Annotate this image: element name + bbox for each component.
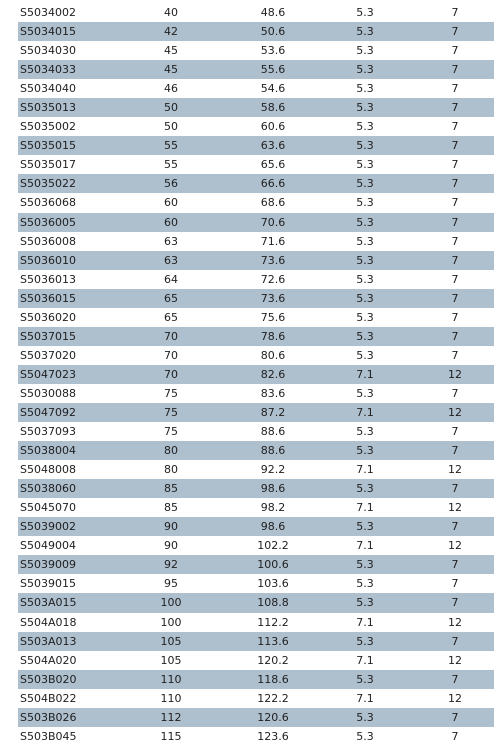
value-1-cell: 55: [164, 139, 178, 153]
value-1-cell: 40: [164, 6, 178, 20]
value-1-cell: 85: [164, 482, 178, 496]
part-number-cell: S5036068: [20, 196, 76, 210]
value-2-cell: 100.6: [257, 558, 289, 572]
value-1-cell: 75: [164, 425, 178, 439]
value-3-cell: 5.3: [356, 6, 374, 20]
value-2-cell: 98.6: [260, 482, 286, 496]
table-row: [18, 593, 494, 612]
part-number-cell: S5034040: [20, 82, 76, 96]
value-3-cell: 7.1: [356, 406, 374, 419]
part-number-cell: S5035013: [20, 101, 76, 115]
value-2-cell: 120.2: [257, 653, 289, 667]
value-1-cell: 60: [164, 215, 178, 229]
value-4-cell: 7: [451, 596, 459, 610]
value-4-cell: 7: [451, 63, 459, 77]
value-2-cell: 58.6: [260, 101, 286, 115]
table-row: [18, 22, 494, 41]
part-number-cell: S5034015: [20, 25, 76, 39]
part-number-cell: S503B020: [20, 672, 77, 686]
value-3-cell: 5.3: [356, 291, 374, 305]
value-2-cell: 113.6: [257, 634, 289, 648]
value-4-cell: 7: [451, 310, 459, 324]
value-4-cell: 7: [451, 101, 459, 115]
value-4-cell: 7: [451, 234, 459, 248]
table-row: [18, 3, 494, 22]
table-row: [18, 384, 494, 403]
value-4-cell: 12: [448, 691, 462, 705]
value-2-cell: 68.6: [260, 196, 286, 210]
value-2-cell: 78.6: [260, 329, 286, 343]
table-row: [18, 441, 494, 460]
value-2-cell: 66.6: [260, 177, 286, 191]
value-2-cell: 50.6: [260, 25, 286, 39]
value-3-cell: 7.1: [356, 615, 374, 629]
value-3-cell: 5.3: [356, 101, 374, 115]
table-row: [18, 517, 494, 536]
value-3-cell: 5.3: [356, 25, 374, 39]
value-2-cell: 70.6: [260, 215, 286, 229]
value-3-cell: 5.3: [356, 558, 374, 572]
part-number-cell: S504B022: [20, 691, 77, 705]
table-row: [18, 308, 494, 327]
part-number-cell: S5037020: [20, 348, 76, 362]
value-3-cell: 7.1: [356, 653, 374, 667]
value-4-cell: 12: [448, 653, 462, 667]
value-4-cell: 7: [451, 139, 459, 153]
value-1-cell: 92: [164, 558, 178, 572]
value-3-cell: 5.3: [356, 520, 374, 534]
part-number-cell: S5035002: [20, 120, 76, 134]
value-3-cell: 5.3: [356, 272, 374, 286]
value-3-cell: 7.1: [356, 463, 374, 477]
value-2-cell: 88.6: [260, 444, 286, 458]
value-3-cell: 5.3: [356, 348, 374, 362]
value-4-cell: 7: [451, 348, 459, 362]
value-1-cell: 65: [164, 291, 178, 305]
value-1-cell: 90: [164, 520, 178, 534]
value-1-cell: 75: [164, 406, 178, 419]
part-number-cell: S5039009: [20, 558, 76, 572]
value-2-cell: 98.6: [260, 520, 286, 534]
value-2-cell: 118.6: [257, 672, 289, 686]
value-4-cell: 7: [451, 253, 459, 267]
value-2-cell: 65.6: [260, 158, 286, 172]
value-3-cell: 5.3: [356, 425, 374, 439]
value-2-cell: 108.8: [257, 596, 289, 610]
value-2-cell: 63.6: [260, 139, 286, 153]
table-row: [18, 41, 494, 60]
table-row: [18, 346, 494, 365]
value-3-cell: 5.3: [356, 234, 374, 248]
table-row: [18, 232, 494, 251]
part-number-cell: S5035015: [20, 139, 76, 153]
part-number-cell: S5034002: [20, 6, 76, 20]
value-2-cell: 75.6: [260, 310, 286, 324]
table-row: [18, 479, 494, 498]
value-2-cell: 88.6: [260, 425, 286, 439]
part-number-cell: S5035022: [20, 177, 76, 191]
part-number-cell: S503B026: [20, 710, 77, 724]
value-3-cell: 5.3: [356, 253, 374, 267]
value-2-cell: 103.6: [257, 577, 289, 591]
value-4-cell: 7: [451, 215, 459, 229]
value-4-cell: 7: [451, 6, 459, 20]
table-row: [18, 670, 494, 689]
part-number-cell: S5047023: [20, 367, 76, 381]
table-row: [18, 689, 494, 708]
part-number-cell: S5036008: [20, 234, 76, 248]
value-2-cell: 83.6: [260, 386, 286, 400]
part-number-cell: S5045070: [20, 501, 76, 515]
table-row: [18, 536, 494, 555]
value-3-cell: 5.3: [356, 196, 374, 210]
value-3-cell: 5.3: [356, 482, 374, 496]
table-row: [18, 98, 494, 117]
value-1-cell: 50: [164, 120, 178, 134]
table-row: [18, 136, 494, 155]
value-1-cell: 110: [160, 691, 182, 705]
part-number-cell: S5036013: [20, 272, 76, 286]
value-2-cell: 54.6: [260, 82, 286, 96]
part-number-cell: S503A013: [20, 634, 77, 648]
value-1-cell: 60: [164, 196, 178, 210]
part-number-cell: S5037015: [20, 329, 76, 343]
value-3-cell: 5.3: [356, 310, 374, 324]
part-number-cell: S503B045: [20, 729, 77, 743]
value-3-cell: 5.3: [356, 215, 374, 229]
value-4-cell: 7: [451, 482, 459, 496]
table-row: [18, 270, 494, 289]
value-3-cell: 5.3: [356, 158, 374, 172]
value-2-cell: 92.2: [260, 463, 286, 477]
part-number-cell: S5039002: [20, 520, 76, 534]
part-number-cell: S5036020: [20, 310, 76, 324]
value-4-cell: 7: [451, 196, 459, 210]
part-number-cell: S5034033: [20, 63, 76, 77]
table-row: [18, 79, 494, 98]
value-1-cell: 100: [160, 596, 182, 610]
value-4-cell: 7: [451, 291, 459, 305]
value-3-cell: 5.3: [356, 82, 374, 96]
table-row: [18, 60, 494, 79]
table-row: [18, 213, 494, 232]
value-4-cell: 12: [448, 406, 462, 419]
table-row: [18, 251, 494, 270]
value-4-cell: 12: [448, 615, 462, 629]
table-row: [18, 574, 494, 593]
value-1-cell: 63: [164, 234, 178, 248]
value-4-cell: 7: [451, 120, 459, 134]
value-1-cell: 50: [164, 101, 178, 115]
value-3-cell: 5.3: [356, 44, 374, 58]
value-2-cell: 122.2: [257, 691, 289, 705]
value-2-cell: 120.6: [257, 710, 289, 724]
value-1-cell: 105: [160, 653, 182, 667]
value-1-cell: 85: [164, 501, 178, 515]
part-number-cell: S5039015: [20, 577, 76, 591]
value-4-cell: 7: [451, 44, 459, 58]
value-1-cell: 45: [164, 44, 178, 58]
value-4-cell: 12: [448, 501, 462, 515]
value-2-cell: 82.6: [260, 367, 286, 381]
value-1-cell: 55: [164, 158, 178, 172]
value-4-cell: 7: [451, 444, 459, 458]
value-1-cell: 105: [160, 634, 182, 648]
value-1-cell: 100: [160, 615, 182, 629]
value-3-cell: 5.3: [356, 329, 374, 343]
table-row: [18, 289, 494, 308]
value-2-cell: 71.6: [260, 234, 286, 248]
value-2-cell: 102.2: [257, 539, 289, 553]
part-number-cell: S5036010: [20, 253, 76, 267]
value-4-cell: 7: [451, 710, 459, 724]
table-row: [18, 498, 494, 517]
value-1-cell: 56: [164, 177, 178, 191]
table-row: [18, 365, 494, 384]
table-row: [18, 422, 494, 441]
value-4-cell: 7: [451, 158, 459, 172]
part-number-cell: S5036015: [20, 291, 76, 305]
value-1-cell: 63: [164, 253, 178, 267]
value-4-cell: 7: [451, 425, 459, 439]
value-4-cell: 7: [451, 25, 459, 39]
value-4-cell: 7: [451, 520, 459, 534]
part-number-cell: S5049004: [20, 539, 76, 553]
part-number-cell: S504A018: [20, 615, 77, 629]
table-row: [18, 193, 494, 212]
table-row: [18, 403, 494, 422]
part-number-cell: S5037093: [20, 425, 76, 439]
value-2-cell: 72.6: [260, 272, 286, 286]
value-1-cell: 95: [164, 577, 178, 591]
value-1-cell: 80: [164, 463, 178, 477]
value-1-cell: 64: [164, 272, 178, 286]
value-3-cell: 5.3: [356, 139, 374, 153]
value-3-cell: 5.3: [356, 63, 374, 77]
part-number-cell: S5035017: [20, 158, 76, 172]
table-row: [18, 613, 494, 632]
value-4-cell: 7: [451, 729, 459, 743]
value-3-cell: 5.3: [356, 120, 374, 134]
value-3-cell: 5.3: [356, 596, 374, 610]
part-number-cell: S503A015: [20, 596, 77, 610]
value-1-cell: 65: [164, 310, 178, 324]
table-row: [18, 651, 494, 670]
value-4-cell: 7: [451, 177, 459, 191]
value-3-cell: 5.3: [356, 634, 374, 648]
part-number-cell: S5048008: [20, 463, 76, 477]
value-1-cell: 70: [164, 329, 178, 343]
table-row: [18, 727, 494, 746]
value-2-cell: 123.6: [257, 729, 289, 743]
table-row: [18, 117, 494, 136]
value-3-cell: 5.3: [356, 177, 374, 191]
value-4-cell: 12: [448, 463, 462, 477]
value-4-cell: 7: [451, 558, 459, 572]
table-row: [18, 327, 494, 346]
part-number-cell: S5038004: [20, 444, 76, 458]
value-2-cell: 73.6: [260, 291, 286, 305]
value-3-cell: 5.3: [356, 729, 374, 743]
table-row: [18, 460, 494, 479]
value-4-cell: 7: [451, 577, 459, 591]
part-number-cell: S5030088: [20, 386, 76, 400]
value-4-cell: 12: [448, 539, 462, 553]
value-2-cell: 87.2: [260, 406, 286, 419]
value-1-cell: 90: [164, 539, 178, 553]
value-2-cell: 112.2: [257, 615, 289, 629]
value-1-cell: 70: [164, 348, 178, 362]
value-3-cell: 5.3: [356, 386, 374, 400]
value-4-cell: 7: [451, 82, 459, 96]
value-1-cell: 110: [160, 672, 182, 686]
table-row: [18, 632, 494, 651]
value-4-cell: 7: [451, 672, 459, 686]
value-3-cell: 5.3: [356, 444, 374, 458]
value-3-cell: 7.1: [356, 501, 374, 515]
value-3-cell: 7.1: [356, 691, 374, 705]
value-3-cell: 7.1: [356, 539, 374, 553]
value-3-cell: 5.3: [356, 710, 374, 724]
value-2-cell: 53.6: [260, 44, 286, 58]
value-2-cell: 80.6: [260, 348, 286, 362]
value-1-cell: 46: [164, 82, 178, 96]
part-number-cell: S5038060: [20, 482, 76, 496]
value-4-cell: 7: [451, 634, 459, 648]
value-2-cell: 60.6: [260, 120, 286, 134]
value-3-cell: 5.3: [356, 577, 374, 591]
value-2-cell: 55.6: [260, 63, 286, 77]
value-4-cell: 7: [451, 272, 459, 286]
value-4-cell: 7: [451, 386, 459, 400]
table-row: [18, 155, 494, 174]
value-3-cell: 7.1: [356, 367, 374, 381]
table-row: [18, 555, 494, 574]
part-number-cell: S5034030: [20, 44, 76, 58]
table-row: [18, 708, 494, 727]
value-1-cell: 115: [160, 729, 182, 743]
part-number-cell: S5036005: [20, 215, 76, 229]
value-4-cell: 7: [451, 329, 459, 343]
value-1-cell: 42: [164, 25, 178, 39]
value-2-cell: 73.6: [260, 253, 286, 267]
value-4-cell: 12: [448, 367, 462, 381]
value-1-cell: 70: [164, 367, 178, 381]
value-1-cell: 45: [164, 63, 178, 77]
part-number-cell: S5047092: [20, 406, 76, 419]
value-2-cell: 98.2: [260, 501, 286, 515]
value-1-cell: 112: [160, 710, 182, 724]
value-1-cell: 75: [164, 386, 178, 400]
value-3-cell: 5.3: [356, 672, 374, 686]
part-number-cell: S504A020: [20, 653, 77, 667]
data-table: [18, 3, 494, 746]
table-row: [18, 174, 494, 193]
value-1-cell: 80: [164, 444, 178, 458]
value-2-cell: 48.6: [260, 6, 286, 20]
